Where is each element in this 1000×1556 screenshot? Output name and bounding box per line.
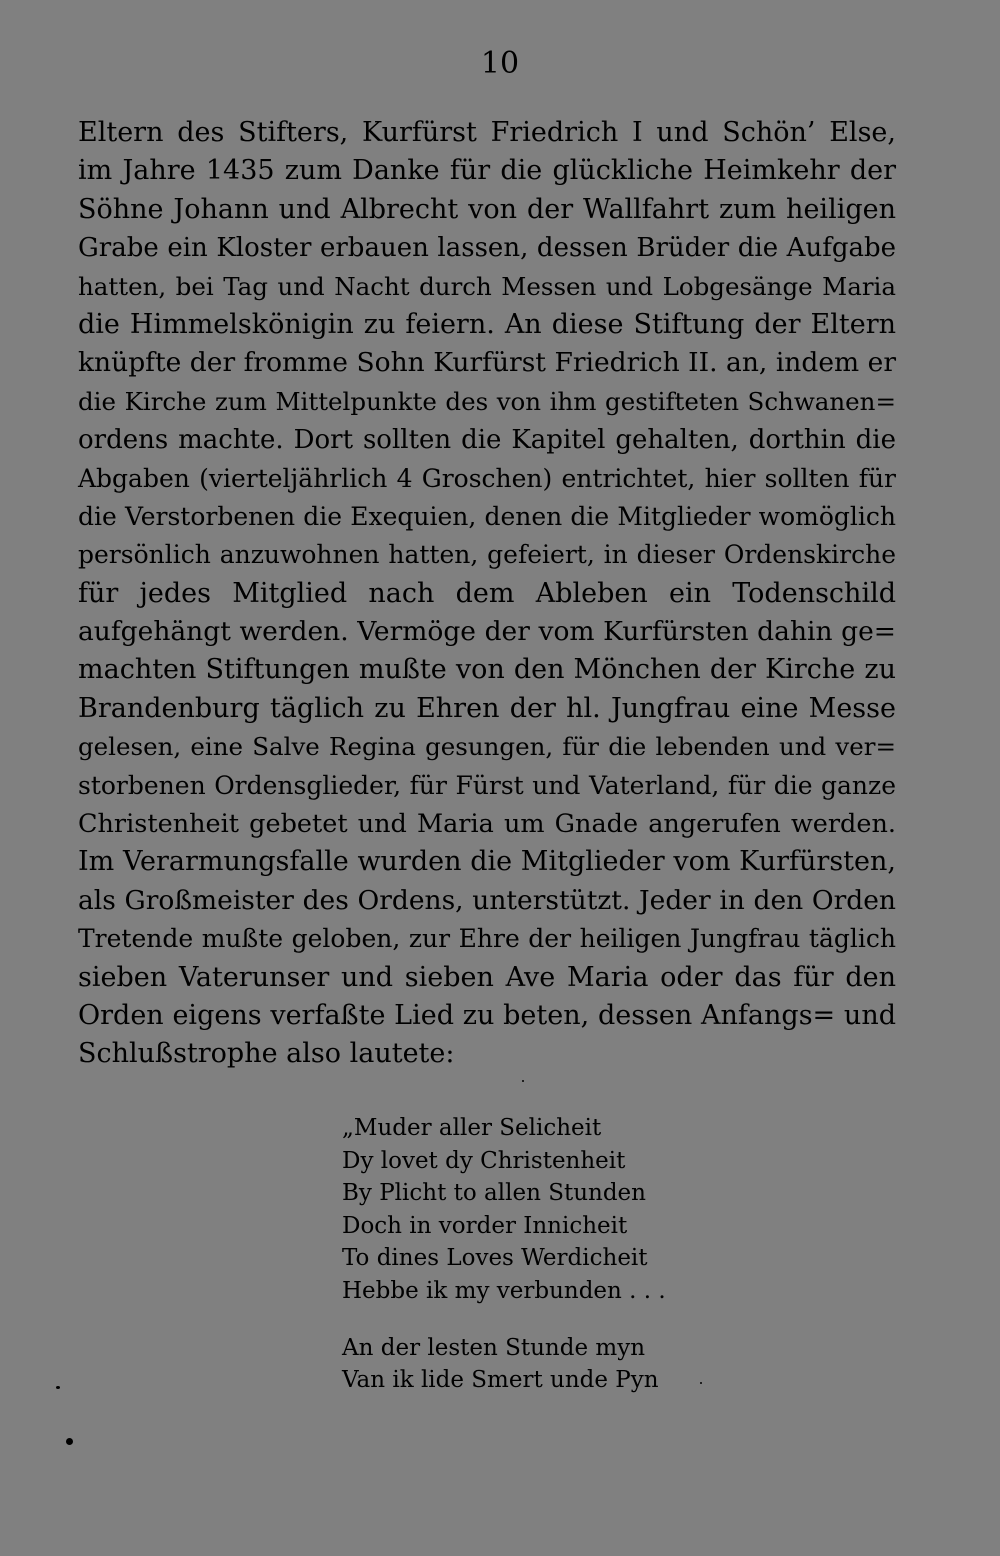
paragraph-line: die Himmelskönigin zu feiern. An diese Stiftung der Eltern: [78, 308, 896, 340]
poem-line: By Plicht to allen Stunden: [342, 1180, 646, 1207]
poem-line: Hebbe ik my verbunden . . .: [342, 1277, 666, 1304]
paragraph-line: hatten, bei Tag und Nacht durch Messen und Lobgesänge Maria: [78, 271, 896, 301]
print-speck: [522, 1080, 524, 1082]
paragraph-line: knüpfte der fromme Sohn Kurfürst Friedrich II. an, indem er: [78, 347, 896, 379]
poem-line: „Muder aller Selicheit: [342, 1115, 602, 1141]
print-speck: [66, 1438, 73, 1445]
paragraph-line: Tretende mußte geloben, zur Ehre der heiligen Jungfrau täglich: [78, 924, 896, 954]
paragraph-line: Söhne Johann und Albrecht von der Wallfahrt zum heiligen: [78, 193, 896, 225]
paragraph-line: ordens machte. Dort sollten die Kapitel gehalten, dorthin die: [78, 425, 896, 456]
poem-line: To dines Loves Werdicheit: [342, 1245, 648, 1272]
print-speck: [700, 1382, 702, 1384]
paragraph-line: für jedes Mitglied nach dem Ableben ein Todenschild: [78, 577, 896, 609]
paragraph-line: Eltern des Stifters, Kurfürst Friedrich I und Schön’ Else,: [78, 117, 896, 148]
paragraph-line: Abgaben (vierteljährlich 4 Groschen) entrichtet, hier sollten für: [78, 463, 896, 493]
stanza-gap: [342, 1308, 762, 1332]
paragraph-line: aufgehängt werden. Vermöge der vom Kurfürsten dahin ge=: [78, 616, 896, 648]
paragraph-line: Im Verarmungsfalle wurden die Mitglieder vom Kurfürsten,: [78, 846, 896, 878]
paragraph-line: persönlich anzuwohnen hatten, gefeiert, in dieser Ordenskirche: [78, 540, 896, 570]
poem-line: Doch in vorder Innicheit: [342, 1212, 628, 1239]
paragraph-line: Schlußstrophe also lautete:: [78, 1038, 455, 1070]
poem-stanza: [342, 1332, 762, 1397]
paragraph-line: die Kirche zum Mittelpunkte des von ihm gestifteten Schwanen=: [78, 386, 896, 416]
paragraph-line: sieben Vaterunser und sieben Ave Maria oder das für den: [78, 961, 896, 993]
poem-block: [342, 1112, 762, 1397]
poem-line: Van ik lide Smert unde Pyn: [342, 1367, 659, 1394]
poem-line: An der lesten Stunde myn: [342, 1334, 646, 1361]
paragraph-line: Orden eigens verfaßte Lied zu beten, dessen Anfangs= und: [78, 999, 896, 1031]
page-number: 10: [480, 46, 520, 81]
paragraph-line: im Jahre 1435 zum Danke für die glückliche Heimkehr der: [78, 155, 896, 187]
paragraph-line: gelesen, eine Salve Regina gesungen, für die lebenden und ver=: [78, 732, 896, 762]
paragraph-line: Brandenburg täglich zu Ehren der hl. Jungfrau eine Messe: [78, 692, 896, 724]
poem-line: Dy lovet dy Christenheit: [342, 1147, 626, 1174]
paragraph-line: Grabe ein Kloster erbauen lassen, dessen Brüder die Aufgabe: [78, 233, 896, 264]
poem-stanza: [342, 1112, 762, 1308]
main-paragraph: [78, 114, 896, 1074]
print-speck: [56, 1386, 60, 1389]
paragraph-line: als Großmeister des Ordens, unterstützt. Jeder in den Orden: [78, 884, 896, 916]
paragraph-line: die Verstorbenen die Exequien, denen die Mitglieder womöglich: [78, 501, 896, 531]
paragraph-line: storbenen Ordensglieder, für Fürst und Vaterland, für die ganze: [78, 770, 896, 800]
paragraph-line: Christenheit gebetet und Maria um Gnade angerufen werden.: [78, 809, 896, 840]
paragraph-line: machten Stiftungen mußte von den Mönchen der Kirche zu: [78, 654, 896, 686]
